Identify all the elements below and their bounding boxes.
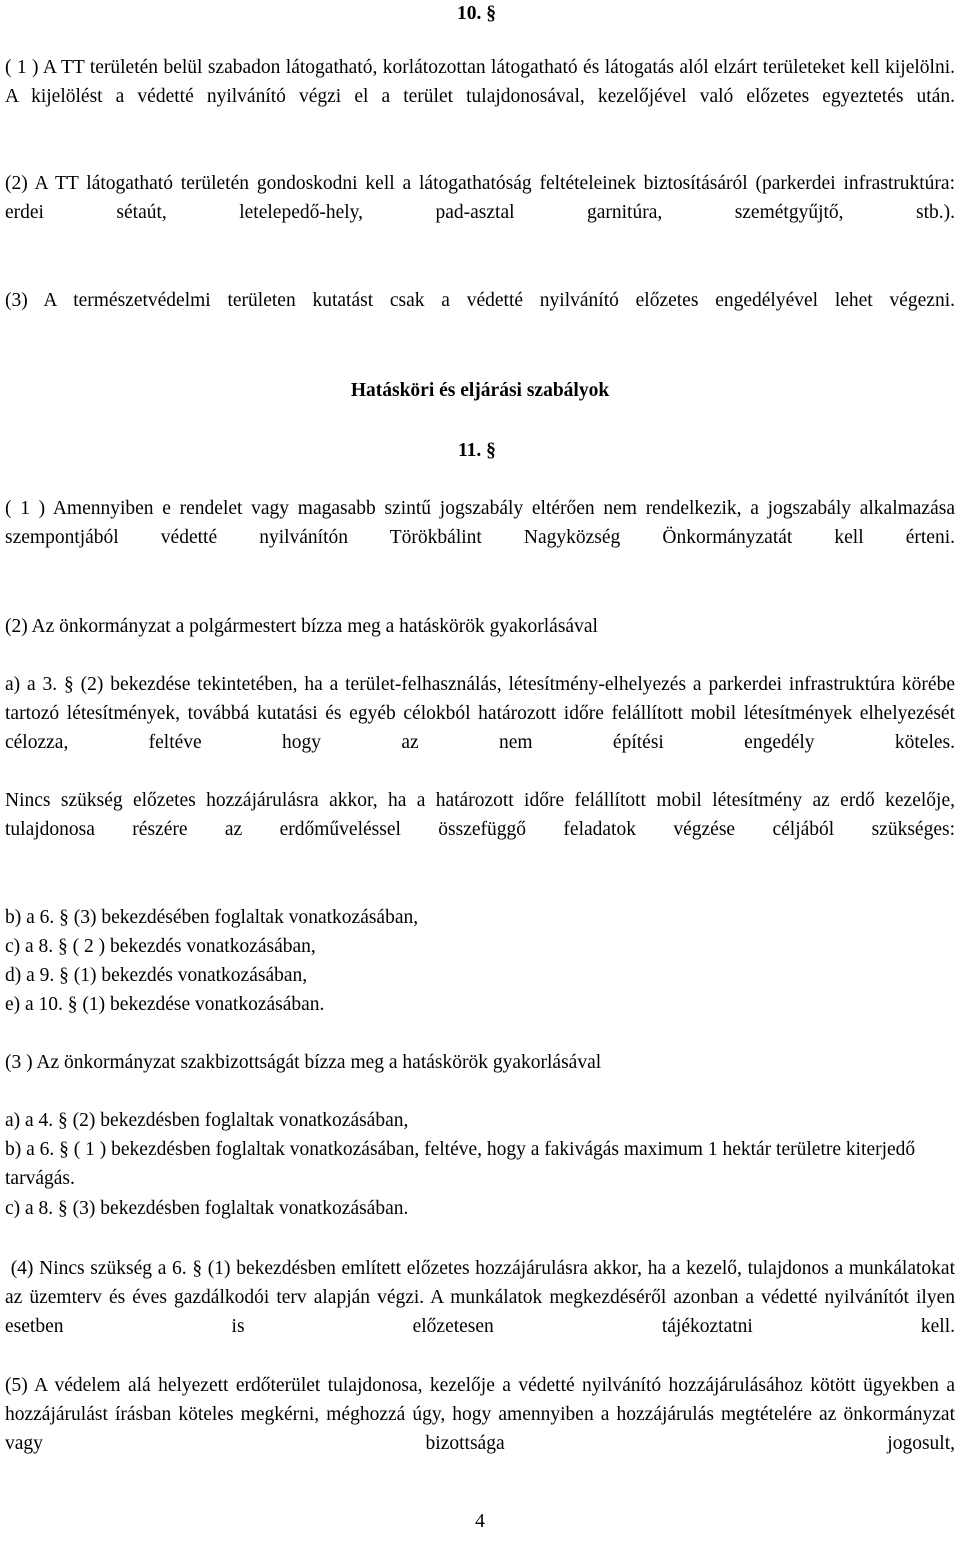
section-11-paragraph-1: ( 1 ) Amennyiben e rendelet vagy magasabb szintű jogszabály eltérően nem rendelkezik, a jogszabály alkalmazása szempontjából védetté nyilvánítón Törökbálint Nagyközség Önkormányzatát kell érteni. bbox=[5, 498, 955, 548]
list-item: b) a 6. § (3) bekezdésében foglaltak vonatkozásában, bbox=[5, 907, 419, 928]
section-11-heading: 11. § bbox=[458, 440, 496, 461]
section-10-paragraph-3: (3) A természetvédelmi területen kutatást csak a védetté nyilvánító előzetes engedélyével lehet végezni. bbox=[5, 290, 955, 311]
list-item: e) a 10. § (1) bekezdése vonatkozásában. bbox=[5, 994, 325, 1015]
section-11-paragraph-2: (2) Az önkormányzat a polgármestert bízza meg a hatáskörök gyakorlásával bbox=[5, 616, 598, 637]
section-11-paragraph-3-item-c: c) a 8. § (3) bekezdésben foglaltak vonatkozásában. bbox=[5, 1198, 409, 1219]
section-11-paragraph-2-item-a: a) a 3. § (2) bekezdése tekintetében, ha a terület-felhasználás, létesítmény-elhelyezés a parkerdei infrastruktúra körébe tartozó létesítmények, továbbá kutatási és egyéb célokból határozott időre felállított mobil létesítmények elhelyezését célozza, feltéve hogy az nem építési engedély köteles. bbox=[5, 674, 955, 753]
section-10-paragraph-1: ( 1 ) A TT területén belül szabadon látogatható, korlátozottan látogatható és látogatás alól elzárt területeket kell kijelölni. A kijelölést a védetté nyilvánító végzi el a terület tulajdonosával, kezelőjével való előzetes egyeztetés után. bbox=[5, 57, 955, 107]
section-11-paragraph-5: (5) A védelem alá helyezett erdőterület tulajdonosa, kezelője a védetté nyilvánító hozzájárulásához kötött ügyekben a hozzájárulást írásban köteles megkérni, méghozzá úgy, hogy amennyiben a hozzájárulás megtételére az önkormányzat vagy bizottsága jogosult, bbox=[5, 1375, 955, 1454]
section-11-paragraph-3-item-b: b) a 6. § ( 1 ) bekezdésben foglaltak vonatkozásában, feltéve, hogy a fakivágás maximum 1 hektár területre kiterjedő tarvágás. bbox=[5, 1139, 916, 1189]
section-11-paragraph-3-item-a: a) a 4. § (2) bekezdésben foglaltak vonatkozásában, bbox=[5, 1110, 409, 1131]
section-heading: Hatásköri és eljárási szabályok bbox=[350, 380, 610, 401]
page-number: 4 bbox=[475, 1511, 485, 1532]
section-11-paragraph-4: (4) Nincs szükség a 6. § (1) bekezdésben említett előzetes hozzájárulásra akkor, ha a kezelő, tulajdonos a munkálatokat az üzemterv és éves gazdálkodói terv alapján végzi. A munkálatok megkezdéséről azonban a védetté nyilvánítót ilyen esetben is előzetesen tájékoztatni kell. bbox=[5, 1258, 960, 1337]
list-item: c) a 8. § ( 2 ) bekezdés vonatkozásában, bbox=[5, 936, 316, 957]
section-11-paragraph-3: (3 ) Az önkormányzat szakbizottságát bízza meg a hatáskörök gyakorlásával bbox=[5, 1052, 602, 1073]
section-11-paragraph-2-note: Nincs szükség előzetes hozzájárulásra akkor, ha a határozott időre felállított mobil létesítmény az erdő kezelője, tulajdonosa részére az erdőműveléssel összefüggő feladatok végzése céljából szükséges: bbox=[5, 790, 955, 840]
section-10-heading: 10. § bbox=[457, 3, 496, 24]
section-10-paragraph-2: (2) A TT látogatható területén gondoskodni kell a látogathatóság feltételeinek biztosításáról (parkerdei infrastruktúra: erdei sétaút, letelepedő-hely, pad-asztal garnitúra, szemétgyűjtő, stb.). bbox=[5, 173, 955, 223]
list-item: d) a 9. § (1) bekezdés vonatkozásában, bbox=[5, 965, 308, 986]
